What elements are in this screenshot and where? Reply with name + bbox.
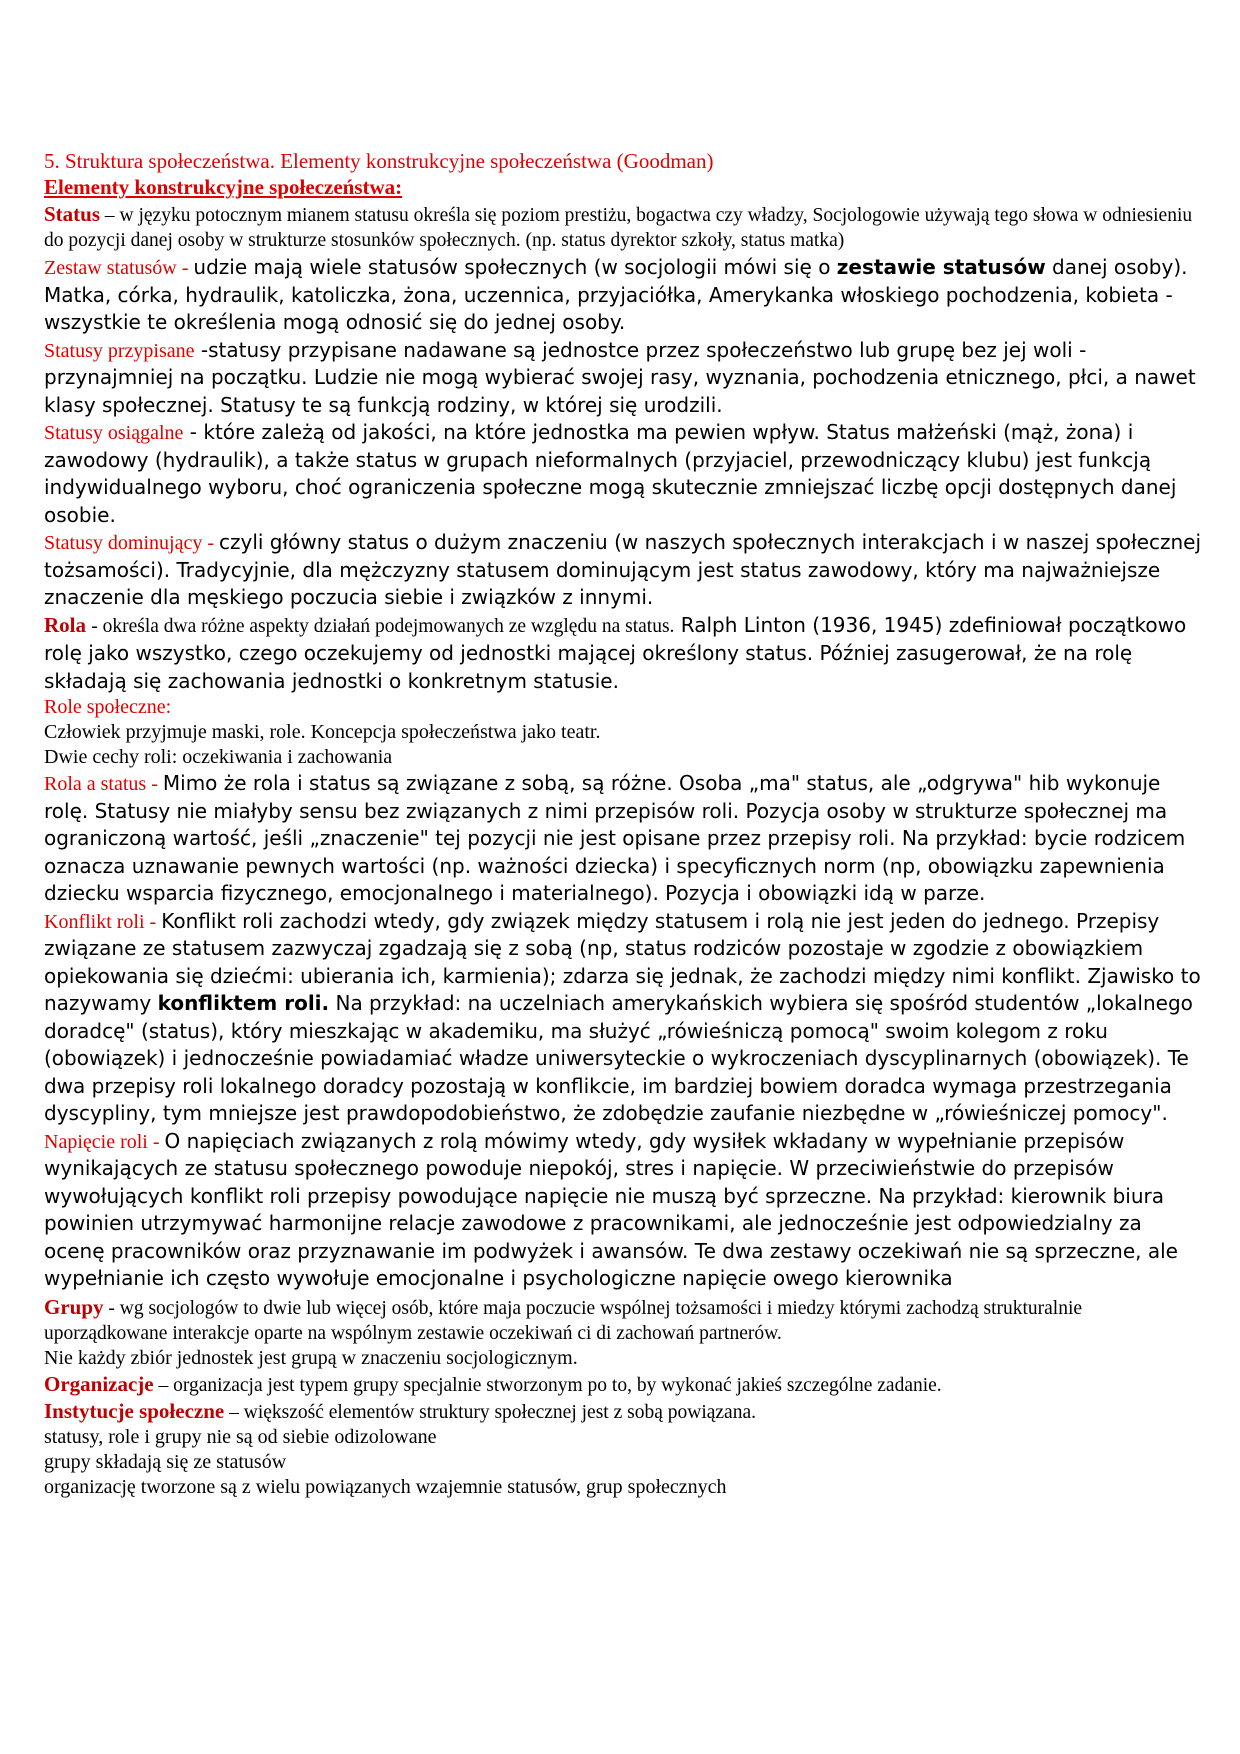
text-konflikt-bold: konfliktem roli. [157, 991, 330, 1015]
text-organizacje: – organizacja jest typem grupy specjalnie stworzonym po to, by wykonać jakieś szczególne zadanie. [153, 1374, 942, 1396]
text-rola-sans: Ralph Linton (1936, 1945) zdefiniował początkowo rolę jako wszystko, czego oczekujemy od jednostki mającej określony status. Później zasugerował, że na rolę składają się zachowania jednostki o konkretnym statusie. [44, 612, 1187, 693]
instytucje-line1: statusy, role i grupy nie są od siebie odizolowane [44, 1425, 437, 1448]
text-rola-serif: - określa dwa różne aspekty działań podejmowanych ze względu na status. [91, 615, 675, 637]
term-grupy: Grupy [44, 1294, 104, 1319]
term-zestaw: Zestaw statusów - [44, 257, 194, 279]
text-status: – w języku potocznym mianem statusu określa się poziom prestiżu, bogactwa czy władzy, Socjologowie używają tego słowa w odniesieniu do pozycji danej osoby w strukturze stosunków społecznych. (np. status dyrektor szkoły, status matka) [44, 205, 1193, 251]
text-grupy: - wg socjologów to dwie lub więcej osób, które maja poczucie wspólnej tożsamości i miedzy którymi zachodzą strukturalnie uporządkowane interakcje oparte na wspólnym zestawie oczekiwań ci di zachowań partnerów. [44, 1297, 1083, 1344]
text-rola-status: Mimo że rola i status są związane z sobą, są różne. Osoba „ma" status, ale „odgrywa" hib wykonuje rolę. Statusy nie miałyby sensu bez związanych z nimi przepisów roli. Pozycja osoby w strukturze społecznej ma ograniczoną wartość, jeśli „znaczenie" tej pozycji nie jest opisane przez przepisy roli. Na przykład: bycie rodzicem oznacza uznawanie pewnych wartości (np. ważności dziecka) i specyficznych norm (np, obowiązku zapewnienia dziecku wsparcia fizycznego, emocjonalnego i materialnego). Pozycja i obowiązki idą w parze. [44, 771, 1186, 905]
term-organizacje: Organizacje [44, 1371, 154, 1396]
section-konflikt [44, 908, 1204, 1128]
document-title: 5. Struktura społeczeństwa. Elementy konstrukcyjne społeczeństwa (Goodman) [44, 149, 714, 173]
term-osiagalne: Statusy osiągalne [44, 422, 184, 444]
section-organizacje [44, 1372, 1204, 1398]
text-zestaw-bold: zestawie statusów [836, 255, 1046, 279]
text-zestaw-b: danej osoby). Matka, córka, hydraulik, katoliczka, żona, uczennica, przyjaciółka, Amerykanka włoskiego pochodzenia, kobieta - wszystkie te określenia mogą odnosić się do jednej osoby. [44, 255, 1188, 334]
section-napiecie [44, 1128, 1204, 1293]
section-przypisane [44, 337, 1204, 420]
section-osiagalne [44, 419, 1204, 529]
section-instytucje [44, 1399, 1204, 1425]
text-konflikt-a: Konflikt roli zachodzi wtedy, gdy związek między statusem i rolą nie jest jeden do jednego. Przepisy związane ze statusem zazwyczaj zgadzają się z sobą (np, status rodziców pozostaje w zgodzie z obowiązkiem opiekowania się dziećmi: ubierania ich, karmienia); zdarza się jednak, że zachodzi między nimi konflikt. Zjawisko to nazywamy [44, 908, 1201, 1015]
section-zestaw [44, 254, 1204, 337]
instytucje-line3: organizację tworzone są z wielu powiązanych wzajemnie statusów, grup społecznych [44, 1475, 727, 1498]
term-rola: Rola [44, 612, 92, 637]
section-role-spoleczne [44, 695, 1204, 720]
text-napiecie: O napięciach związanych z rolą mówimy wtedy, gdy wysiłek wkładany w wypełnianie przepisów wynikających ze statusu społecznego powoduje niepokój, stres i napięcie. W przeciwieństwie do przepisów wywołujących konflikt roli przepisy powodujące napięcie nie muszą być sprzeczne. Na przykład: kierownik biura powinien utrzymywać harmonijne relacje zawodowe z pracownikami, ale jednocześnie jest odpowiedzialny za ocenę pracowników oraz przyznawanie im podwyżek i awansów. Te dwa zestawy oczekiwań nie są sprzeczne, ale wypełnianie ich często wywołuje emocjonalne i psychologiczne napięcie owego kierownika [44, 1128, 1178, 1290]
grupy-line2: Nie każdy zbiór jednostek jest grupą w znaczeniu socjologicznym. [44, 1346, 578, 1369]
section-rola [44, 612, 1204, 696]
instytucje-line2: grupy składają się ze statusów [44, 1450, 287, 1473]
role-spoleczne-line2: Dwie cechy roli: oczekiwania i zachowania [44, 746, 393, 768]
text-przypisane: -statusy przypisane nadawane są jednostce przez społeczeństwo lub grupę bez jej woli - przynajmniej na początku. Ludzie nie mogą wybierać swojej rasy, wyznania, pochodzenia etnicznego, płci, a nawet klasy społecznej. Statusy te są funkcją rodziny, w której się urodzili. [44, 337, 1196, 417]
text-konflikt-b: Na przykład: na uczelniach amerykańskich wybiera się spośród studentów „lokalnego doradcę" (status), który mieszkając w akademiku, ma służyć „rówieśniczą pomocą" swoim kolegom z roku (obowiązek) i jednocześnie powiadamiać władze uniwersyteckie o wykroczeniach dyscyplinarnych (obowiązek). Te dwa przepisy roli lokalnego doradcy pozostają w konflikcie, im bardziej bowiem doradca wymaga przestrzegania dyscypliny, tym mniejsze jest prawdopodobieństwo, że zdobędzie zaufanie niezbędne w „rówieśniczej pomocy". [44, 991, 1193, 1125]
term-rola-status: Rola a status - [44, 773, 163, 795]
term-dominujacy: Statusy dominujący - [44, 532, 219, 554]
text-dominujacy: czyli główny status o dużym znaczeniu (w naszych społecznych interakcjach i w naszej społecznej tożsamości). Tradycyjnie, dla mężczyzny statusem dominującym jest status zawodowy, który ma najważniejsze znaczenie dla męskiego poczucia siebie i związków z innymi. [44, 530, 1202, 609]
section-status [44, 202, 1204, 253]
term-status: Status [44, 202, 101, 226]
document-subtitle: Elementy konstrukcyjne społeczeństwa: [44, 175, 403, 199]
term-instytucje: Instytucje społeczne [44, 1398, 225, 1423]
term-role-spoleczne: Role społeczne: [44, 696, 172, 718]
role-spoleczne-line1: Człowiek przyjmuje maski, role. Koncepcja społeczeństwa jako teatr. [44, 721, 601, 743]
text-zestaw-a: udzie mają wiele statusów społecznych (w socjologii mówi się o [193, 255, 837, 279]
section-dominujacy [44, 529, 1204, 612]
document-page [44, 148, 1204, 1500]
text-osiagalne: - które zależą od jakości, na które jednostka ma pewien wpływ. Status małżeński (mąż, żona) i zawodowy (hydraulik), a także status w grupach nieformalnych (przyjaciel, przewodniczący klubu) jest funkcją indywidualnego wyboru, choć ograniczenia społeczne mogą skutecznie zmniejszać liczbę opcji dostępnych danej osobie. [44, 420, 1177, 527]
section-grupy [44, 1295, 1204, 1346]
term-napiecie: Napięcie roli - [44, 1130, 165, 1153]
section-rola-status [44, 770, 1204, 908]
term-przypisane: Statusy przypisane [44, 339, 195, 362]
term-konflikt: Konflikt roli - [44, 910, 162, 933]
text-instytucje: – większość elementów struktury społecznej jest z sobą powiązana. [224, 1401, 756, 1423]
